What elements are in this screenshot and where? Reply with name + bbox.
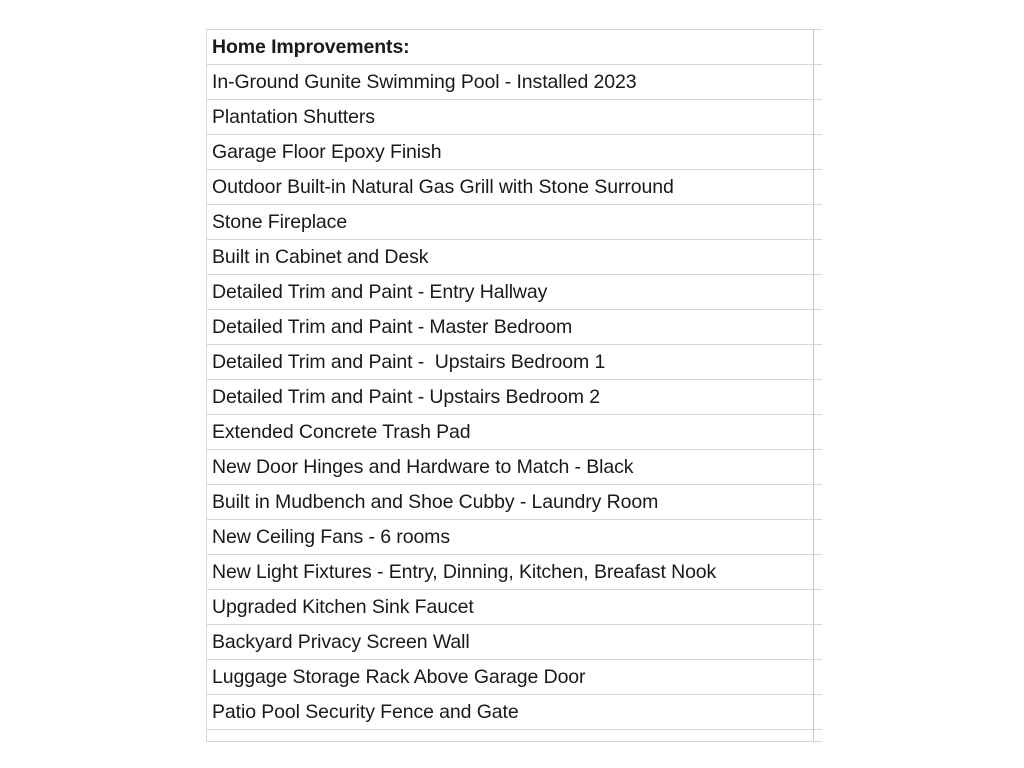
improvement-item-label: Garage Floor Epoxy Finish [207,135,814,170]
row-spacer-cell [814,625,822,660]
row-spacer-cell [814,415,822,450]
table-row [207,450,822,485]
table-header-row [207,30,822,65]
row-spacer-cell [814,135,822,170]
improvement-item-label: Detailed Trim and Paint - Master Bedroom [207,310,814,345]
row-spacer-cell [814,380,822,415]
improvement-item-label: New Ceiling Fans - 6 rooms [207,520,814,555]
table-row [207,100,822,135]
table-row [207,520,822,555]
table-row [207,275,822,310]
improvement-item-label: Upgraded Kitchen Sink Faucet [207,590,814,625]
row-spacer-cell [814,205,822,240]
row-spacer-cell [814,65,822,100]
row-spacer-cell [814,170,822,205]
row-spacer-cell [814,450,822,485]
improvement-item-label: New Light Fixtures - Entry, Dinning, Kitchen, Breafast Nook [207,555,814,590]
table-body [207,30,822,742]
improvement-item-label: Built in Cabinet and Desk [207,240,814,275]
row-spacer-cell [814,660,822,695]
improvement-item-label: New Door Hinges and Hardware to Match - Black [207,450,814,485]
improvement-item-label: Built in Mudbench and Shoe Cubby - Laundry Room [207,485,814,520]
improvement-item-label: Extended Concrete Trash Pad [207,415,814,450]
row-spacer-cell [814,345,822,380]
improvement-item-label: Luggage Storage Rack Above Garage Door [207,660,814,695]
table-row [207,380,822,415]
row-spacer-cell [814,310,822,345]
improvement-item-label: Outdoor Built-in Natural Gas Grill with Stone Surround [207,170,814,205]
table-row [207,135,822,170]
home-improvements-table [206,29,822,742]
improvement-item-label: In-Ground Gunite Swimming Pool - Installed 2023 [207,65,814,100]
table-row [207,345,822,380]
table-row [207,485,822,520]
row-spacer-cell [814,275,822,310]
row-spacer-cell [814,485,822,520]
home-improvements-table-container [206,29,821,742]
row-spacer-cell [814,590,822,625]
table-row [207,660,822,695]
row-spacer-cell [814,695,822,730]
table-row [207,65,822,100]
table-row [207,310,822,345]
table-row [207,555,822,590]
table-row [207,625,822,660]
improvement-item-label: Detailed Trim and Paint - Upstairs Bedroom 1 [207,345,814,380]
table-row [207,415,822,450]
improvement-item-label: Stone Fireplace [207,205,814,240]
table-row [207,695,822,730]
trailing-blank-cell [207,730,814,742]
improvement-item-label: Detailed Trim and Paint - Entry Hallway [207,275,814,310]
row-spacer-cell [814,555,822,590]
table-header-label: Home Improvements: [207,30,814,65]
improvement-item-label: Patio Pool Security Fence and Gate [207,695,814,730]
improvement-item-label: Plantation Shutters [207,100,814,135]
improvement-item-label: Detailed Trim and Paint - Upstairs Bedroom 2 [207,380,814,415]
row-spacer-cell [814,520,822,555]
improvement-item-label: Backyard Privacy Screen Wall [207,625,814,660]
table-row [207,240,822,275]
row-spacer-cell [814,730,822,742]
row-spacer-cell [814,240,822,275]
table-header-spacer-cell [814,30,822,65]
table-row [207,205,822,240]
table-trailing-blank-row [207,730,822,742]
table-row [207,170,822,205]
table-row [207,590,822,625]
row-spacer-cell [814,100,822,135]
